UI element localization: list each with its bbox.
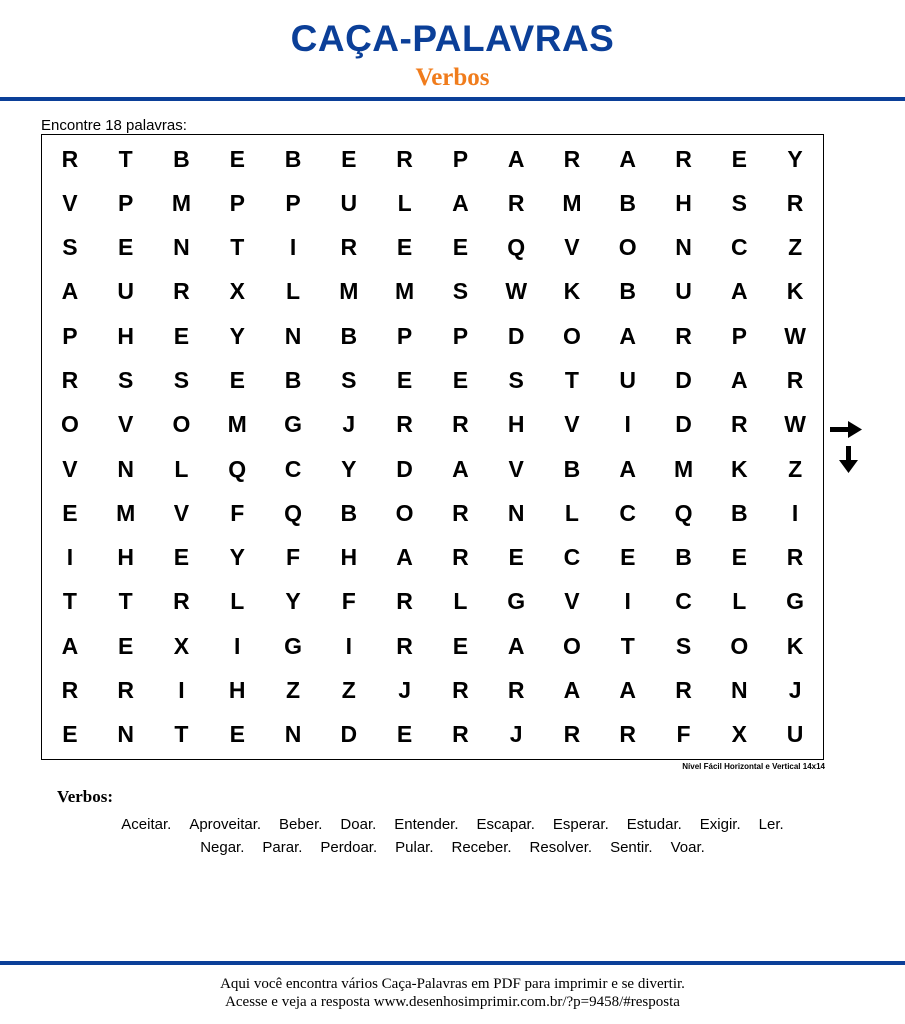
word-list-item: Exigir. xyxy=(699,816,741,833)
grid-letter: R xyxy=(173,278,190,305)
grid-letter: A xyxy=(619,677,637,704)
word-list-item: Esperar. xyxy=(552,816,609,833)
grid-letter: Z xyxy=(286,677,301,704)
grid-letter: V xyxy=(62,455,78,482)
word-list-item: Estudar. xyxy=(626,816,682,833)
grid-letter: R xyxy=(396,588,413,615)
grid-letter: B xyxy=(284,145,302,172)
grid-letter: E xyxy=(620,544,636,571)
word-list-item: Voar. xyxy=(670,839,705,856)
word-list-item: Receber. xyxy=(451,839,512,856)
grid-letter: G xyxy=(284,411,302,438)
grid-letter: N xyxy=(284,322,302,349)
grid-letter: R xyxy=(452,721,469,748)
grid-letter: C xyxy=(619,499,637,526)
grid-letter: I xyxy=(178,677,185,704)
grid-letter: R xyxy=(396,632,413,659)
grid-letter: T xyxy=(620,632,635,659)
grid-letter: Q xyxy=(284,499,302,526)
grid-letter: N xyxy=(675,234,692,261)
grid-letter: R xyxy=(786,367,804,394)
word-list-item: Negar. xyxy=(200,839,245,856)
grid-letter: R xyxy=(619,721,637,748)
grid-letter: B xyxy=(619,278,637,305)
grid-letter: V xyxy=(564,411,580,438)
grid-letter: M xyxy=(227,411,247,438)
grid-letter: V xyxy=(508,455,524,482)
grid-letter: D xyxy=(340,721,358,748)
grid-letter: P xyxy=(396,322,413,349)
grid-letter: M xyxy=(116,499,136,526)
grid-letter: Y xyxy=(787,145,803,172)
word-list-row-2 xyxy=(0,839,905,856)
grid-letter: H xyxy=(340,544,358,571)
word-list-item: Escapar. xyxy=(476,816,535,833)
grid-letter: H xyxy=(117,322,134,349)
grid-letter: E xyxy=(229,721,245,748)
grid-letter: E xyxy=(731,544,747,571)
grid-letter: L xyxy=(732,588,747,615)
grid-letter: E xyxy=(229,145,245,172)
grid-letter: I xyxy=(791,499,799,526)
direction-arrows xyxy=(830,419,864,475)
grid-letter: P xyxy=(731,322,747,349)
grid-letter: O xyxy=(730,632,749,659)
grid-letter: E xyxy=(173,322,190,349)
grid-letter: K xyxy=(786,632,804,659)
grid-letter: B xyxy=(284,367,302,394)
grid-letter: E xyxy=(62,721,78,748)
grid-letter: P xyxy=(229,189,245,216)
grid-letter: E xyxy=(396,721,413,748)
grid-letter: R xyxy=(563,145,581,172)
grid-letter: E xyxy=(396,367,413,394)
grid-letter: T xyxy=(62,588,77,615)
grid-letter: E xyxy=(341,145,357,172)
word-list-item: Ler. xyxy=(758,816,784,833)
grid-letter: A xyxy=(563,677,581,704)
grid-letter: R xyxy=(61,677,79,704)
grid-letter: R xyxy=(786,544,804,571)
grid-letter: I xyxy=(624,588,631,615)
grid-letter: E xyxy=(229,367,245,394)
grid-letter: Z xyxy=(788,234,803,261)
grid-letter: N xyxy=(117,721,134,748)
grid-letter: I xyxy=(66,544,74,571)
grid-letter: V xyxy=(62,189,78,216)
grid-letter: W xyxy=(505,278,528,305)
grid-letter: X xyxy=(731,721,747,748)
grid-letter: H xyxy=(228,677,246,704)
grid-letter: I xyxy=(234,632,241,659)
grid-letter: S xyxy=(62,234,78,261)
grid-letter: G xyxy=(786,588,805,615)
grid-letter: Q xyxy=(228,455,247,482)
grid-letter: E xyxy=(452,234,469,261)
grid-letter: J xyxy=(788,677,802,704)
grid-letter: A xyxy=(452,455,469,482)
grid-letter: N xyxy=(507,499,525,526)
grid-letter: E xyxy=(508,544,524,571)
grid-letter: B xyxy=(563,455,581,482)
grid-letter: D xyxy=(675,411,692,438)
grid-letter: D xyxy=(675,367,692,394)
grid-letter: V xyxy=(564,234,580,261)
grid-letter: O xyxy=(172,411,191,438)
grid-letter: A xyxy=(731,367,748,394)
grid-letter: R xyxy=(452,499,469,526)
grid-letter: Z xyxy=(788,455,803,482)
grid-letter: E xyxy=(118,234,134,261)
grid-letter: U xyxy=(117,278,134,305)
grid-letter: M xyxy=(673,455,694,482)
grid-letter: M xyxy=(339,278,359,305)
word-search-grid xyxy=(41,134,824,760)
grid-letter: F xyxy=(286,544,301,571)
grid-letter: M xyxy=(395,278,415,305)
grid-letter: U xyxy=(619,367,637,394)
grid-letter: M xyxy=(562,189,582,216)
grid-letter: F xyxy=(341,588,356,615)
grid-letter: R xyxy=(563,721,581,748)
grid-letter: L xyxy=(230,588,245,615)
grid-letter: S xyxy=(173,367,190,394)
grid-letter: C xyxy=(284,455,302,482)
grid-letter: A xyxy=(619,145,637,172)
grid-letter: A xyxy=(507,632,525,659)
grid-letter: O xyxy=(395,499,414,526)
grid-letter: A xyxy=(619,455,637,482)
grid-letter: J xyxy=(398,677,411,704)
grid-letter: P xyxy=(452,145,469,172)
grid-letter: R xyxy=(396,145,413,172)
grid-letter: O xyxy=(563,632,581,659)
grid-letter: R xyxy=(61,145,79,172)
grid-letter: R xyxy=(452,411,469,438)
grid-letter: R xyxy=(396,411,413,438)
grid-letter: D xyxy=(396,455,413,482)
arrow-down-icon xyxy=(839,446,858,473)
grid-letter: Q xyxy=(507,234,526,261)
grid-letter: Y xyxy=(341,455,357,482)
word-list-item: Parar. xyxy=(262,839,303,856)
footer-line-2: Acesse e veja a resposta www.desenhosimprimir.com.br/?p=9458/#resposta xyxy=(225,994,680,1010)
grid-letter: G xyxy=(507,588,526,615)
grid-letter: S xyxy=(675,632,692,659)
page-title: CAÇA-PALAVRAS xyxy=(290,18,615,59)
grid-letter: T xyxy=(230,234,245,261)
grid-letter: R xyxy=(117,677,134,704)
grid-letter: B xyxy=(619,189,637,216)
grid-letter: P xyxy=(452,322,469,349)
grid-letter: F xyxy=(676,721,691,748)
grid-letter: R xyxy=(61,367,79,394)
grid-letter: C xyxy=(563,544,581,571)
grid-letter: S xyxy=(118,367,134,394)
grid-letter: L xyxy=(286,278,301,305)
grid-letter: R xyxy=(731,411,748,438)
grid-letter: Y xyxy=(229,544,245,571)
grid-letter: N xyxy=(284,721,302,748)
grid-letter: O xyxy=(563,322,581,349)
grid-letter: X xyxy=(173,632,190,659)
grid-letter: T xyxy=(174,721,189,748)
grid-letter: R xyxy=(507,677,525,704)
grid-letter: U xyxy=(786,721,804,748)
arrow-right-icon xyxy=(830,421,862,438)
grid-letter: O xyxy=(618,234,637,261)
grid-letter: E xyxy=(173,544,190,571)
word-list-item: Entender. xyxy=(394,816,459,833)
grid-letter: B xyxy=(675,544,692,571)
word-list-item: Beber. xyxy=(279,816,323,833)
grid-letter: E xyxy=(452,367,469,394)
grid-letter: Y xyxy=(285,588,301,615)
grid-letter: E xyxy=(452,632,469,659)
word-list-item: Perdoar. xyxy=(320,839,378,856)
word-list-item: Sentir. xyxy=(610,839,653,856)
grid-letter: H xyxy=(507,411,525,438)
grid-letter: N xyxy=(731,677,748,704)
grid-letter: L xyxy=(453,588,468,615)
word-list-item: Resolver. xyxy=(529,839,593,856)
grid-letter: Z xyxy=(341,677,356,704)
grid-letter: A xyxy=(731,278,748,305)
footer-line-1: Aqui você encontra vários Caça-Palavras em PDF para imprimir e se divertir. xyxy=(220,976,685,992)
grid-letter: B xyxy=(340,322,358,349)
grid-letter: A xyxy=(619,322,637,349)
grid-letter: H xyxy=(117,544,134,571)
grid-letter: K xyxy=(731,455,748,482)
grid-letter: N xyxy=(173,234,190,261)
grid-letter: A xyxy=(396,544,413,571)
grid-letter: I xyxy=(345,632,352,659)
grid-letter: A xyxy=(61,632,79,659)
word-list-item: Pular. xyxy=(395,839,434,856)
word-list-row-1 xyxy=(0,816,905,833)
grid-letter: L xyxy=(564,499,579,526)
grid-letter: A xyxy=(452,189,469,216)
grid-letter: A xyxy=(507,145,525,172)
grid-letter: Q xyxy=(674,499,693,526)
grid-letter: M xyxy=(171,189,192,216)
grid-letter: K xyxy=(786,278,804,305)
grid-letter: B xyxy=(173,145,190,172)
word-list-label: Verbos: xyxy=(57,787,114,806)
grid-letter: W xyxy=(784,322,806,349)
grid-letter: E xyxy=(118,632,134,659)
grid-letter: E xyxy=(62,499,78,526)
instruction-text: Encontre 18 palavras: xyxy=(41,117,187,134)
grid-letter: Y xyxy=(229,322,245,349)
grid-letter: C xyxy=(731,234,748,261)
grid-letter: S xyxy=(341,367,357,394)
grid-letter: N xyxy=(117,455,134,482)
grid-letter: K xyxy=(563,278,581,305)
grid-letter: R xyxy=(786,189,804,216)
grid-letter: R xyxy=(507,189,525,216)
grid-letter: I xyxy=(289,234,297,261)
word-list-item: Aceitar. xyxy=(121,816,172,833)
top-divider xyxy=(0,97,905,101)
grid-letter: L xyxy=(174,455,189,482)
grid-letter: H xyxy=(675,189,692,216)
grid-letter: G xyxy=(284,632,302,659)
grid-letter: R xyxy=(340,234,358,261)
grid-letter: U xyxy=(675,278,692,305)
grid-letter: E xyxy=(731,145,747,172)
page-subtitle: Verbos xyxy=(415,64,490,91)
grid-letter: V xyxy=(118,411,134,438)
grid-letter: W xyxy=(784,411,806,438)
grid-letter: V xyxy=(564,588,580,615)
grid-letter: L xyxy=(397,189,412,216)
grid-letter: B xyxy=(731,499,748,526)
grid-letter: P xyxy=(118,189,134,216)
grid-letter: S xyxy=(731,189,747,216)
grid-letter: V xyxy=(173,499,190,526)
grid-letter: O xyxy=(60,411,79,438)
grid-letter: R xyxy=(452,677,469,704)
bottom-divider xyxy=(0,961,905,965)
grid-letter: R xyxy=(675,677,692,704)
grid-letter: P xyxy=(285,189,301,216)
grid-letter: P xyxy=(62,322,78,349)
level-note: Nível Fácil Horizontal e Vertical 14x14 xyxy=(682,762,825,771)
word-list-item: Doar. xyxy=(340,816,377,833)
grid-letter: A xyxy=(61,278,79,305)
grid-letter: T xyxy=(118,588,133,615)
grid-letter: R xyxy=(675,322,692,349)
grid-letter: X xyxy=(229,278,245,305)
grid-letter: C xyxy=(675,588,692,615)
grid-letter: F xyxy=(230,499,245,526)
grid-letter: U xyxy=(340,189,358,216)
grid-letter: T xyxy=(118,145,133,172)
grid-letter: S xyxy=(452,278,469,305)
grid-letter: J xyxy=(342,411,356,438)
grid-letter: R xyxy=(452,544,469,571)
grid-letter: R xyxy=(173,588,190,615)
grid-letter: S xyxy=(508,367,524,394)
word-list-item: Aproveitar. xyxy=(189,816,262,833)
grid-letter: D xyxy=(507,322,525,349)
grid-letter: J xyxy=(509,721,523,748)
grid-letter: I xyxy=(624,411,631,438)
grid-letter: B xyxy=(340,499,358,526)
grid-letter: R xyxy=(675,145,692,172)
grid-letter: E xyxy=(396,234,413,261)
grid-letter: T xyxy=(564,367,579,394)
